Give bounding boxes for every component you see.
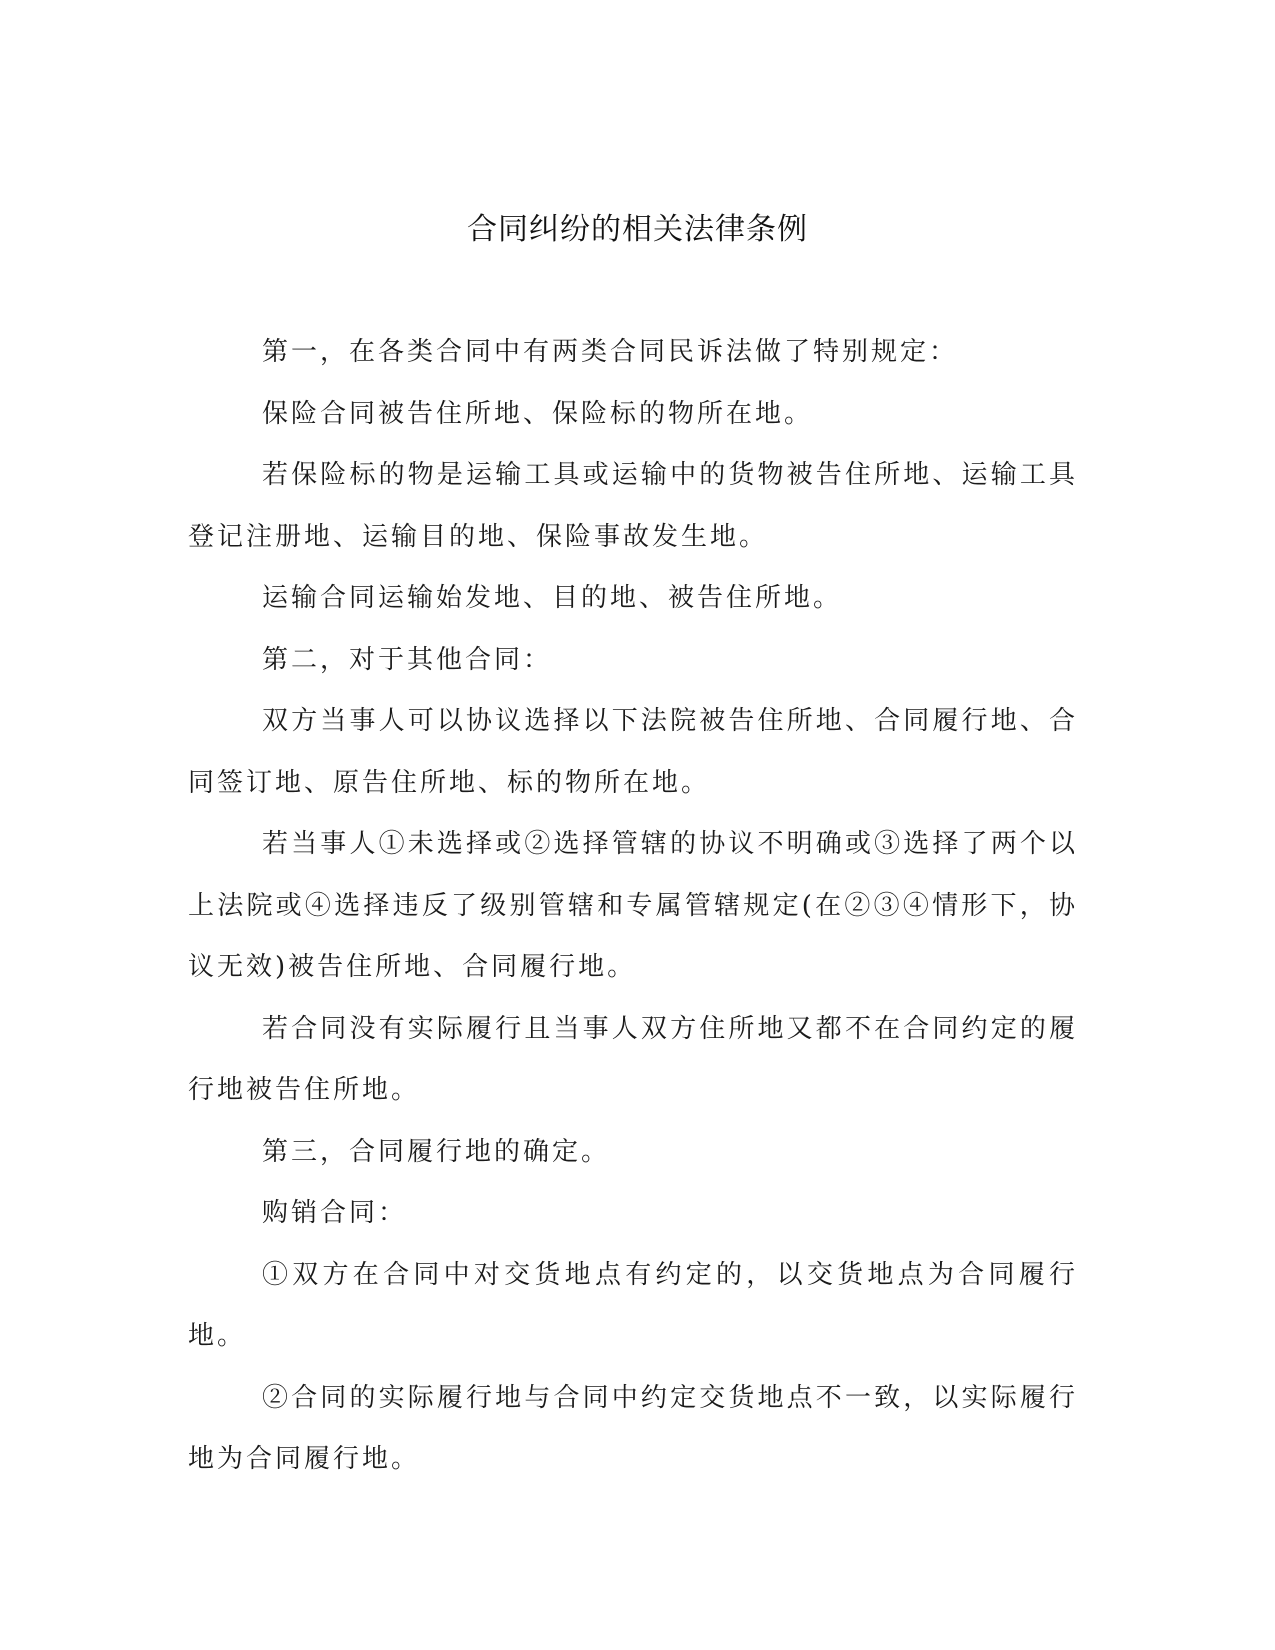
paragraph-agreed-courts: 双方当事人可以协议选择以下法院被告住所地、合同履行地、合同签订地、原告住所地、标的物所在地。 [188,706,1078,798]
paragraph-invalid-agreement: 若当事人①未选择或②选择管辖的协议不明确或③选择了两个以上法院或④选择违反了级别管辖和专属管辖规定(在②③④情形下，协议无效)被告住所地、合同履行地。 [188,829,1078,982]
paragraph-insurance-transport: 若保险标的物是运输工具或运输中的货物被告住所地、运输工具登记注册地、运输目的地、保险事故发生地。 [188,460,1078,552]
paragraph-section-one-intro: 第一，在各类合同中有两类合同民诉法做了特别规定： [262,337,959,367]
paragraph-insurance-contract: 保险合同被告住所地、保险标的物所在地。 [262,398,814,429]
paragraph-actual-performance: ②合同的实际履行地与合同中约定交货地点不一致，以实际履行地为合同履行地。 [188,1382,1078,1474]
paragraph-section-three-intro: 第三，合同履行地的确定。 [262,1136,611,1167]
paragraph-not-performed: 若合同没有实际履行且当事人双方住所地又都不在合同约定的履行地被告住所地。 [188,1013,1078,1105]
paragraph-agreed-delivery: ①双方在合同中对交货地点有约定的，以交货地点为合同履行地。 [188,1259,1078,1351]
paragraph-transport-contract: 运输合同运输始发地、目的地、被告住所地。 [262,583,843,613]
paragraph-section-two-intro: 第二，对于其他合同： [262,644,553,675]
document-title: 合同纠纷的相关法律条例 [467,212,808,247]
paragraph-sales-contract: 购销合同： [262,1198,408,1228]
document-body [188,322,1078,1491]
